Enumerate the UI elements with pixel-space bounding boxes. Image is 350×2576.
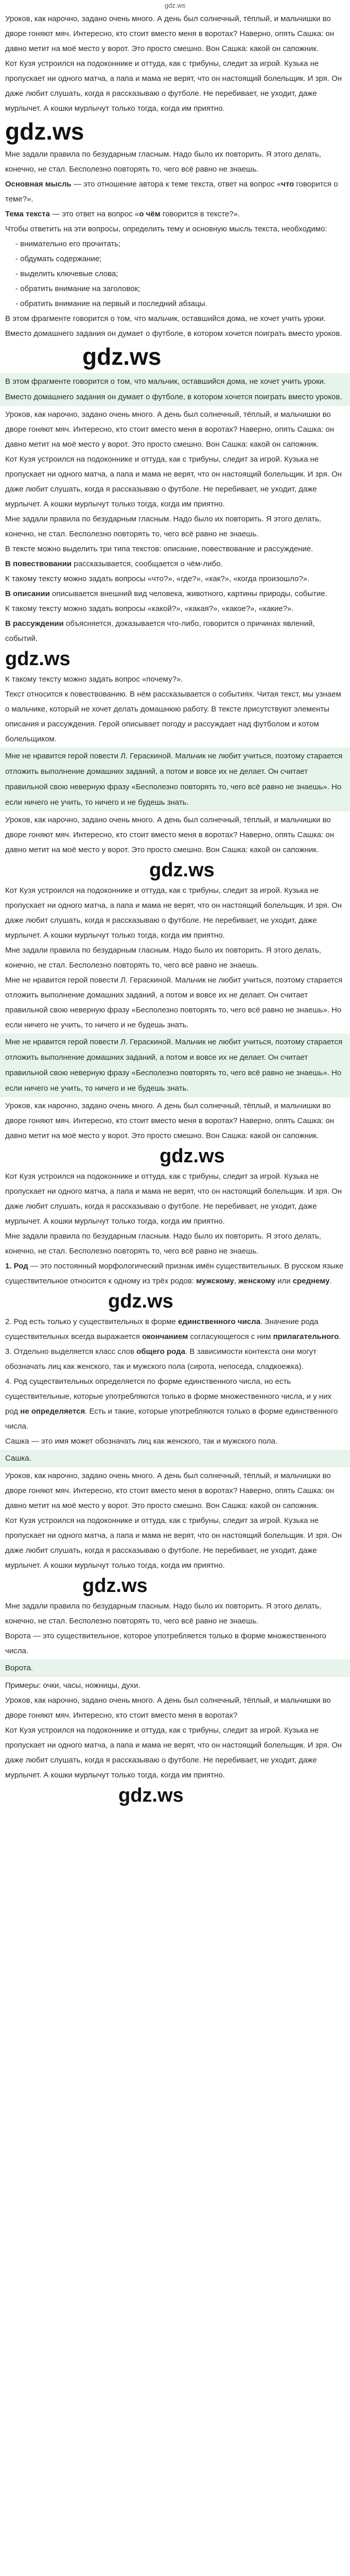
paragraph: Мне задали правила по безударным гласным. Надо было их повторить. Я этого делать, конечно, не стал. Бесполезно повторять то, чего всё равно не знаешь.: [5, 150, 321, 174]
rule-text: — это постоянный морфологический признак имён существительных. В русском языке существительное относится к одному из трёх родов:: [5, 1262, 344, 1285]
rule-2: [5, 1314, 345, 1344]
answer-highlight: [0, 373, 350, 406]
paragraph: Уроков, как нарочно, задано очень много. А день был солнечный, тёплый, и мальчишки во дворе гоняют мяч. Интересно, кто стоит вместо меня в воротах? Наверно, опять Сашка: он давно метит на моё место у ворот. Это просто смешно. Вон Сашка: какой он сапожник.: [5, 1471, 335, 1510]
paragraph: Кот Кузя устроился на подоконнике и оттуда, как с трибуны, следит за игрой. Кузька не пропускает ни одного матча, а папа и мама не верят, что он настоящий болельщик. И зря. Он даже любит слушать, когда я рассказываю о футболе. Не перебивает, не уходит, даже мурлычет. А кошки мурлычут только тогда, когда им приятно.: [5, 1726, 342, 1780]
paragraph: Чтобы ответить на эти вопросы, определить тему и основную мысль текста, необходимо:: [5, 225, 327, 233]
paragraph: Мне задали правила по безударным гласным. Надо было их повторить. Я этого делать, конечно, не стал. Бесполезно повторять то, чего всё равно не знаешь.: [5, 515, 321, 538]
paragraph: В этом фрагменте говорится о том, что мальчик, оставшийся дома, не хочет учить уроки. Вместо домашнего задания он думает о футболе, в котором хочется поиграть вместо уроков.: [5, 314, 342, 338]
paragraph: Уроков, как нарочно, задано очень много. А день был солнечный, тёплый, и мальчишки во дворе гоняют мяч. Интересно, кто стоит вместо меня в воротах? Наверно, опять Сашка: он давно метит на моё место у ворот. Это просто смешно. Вон Сашка: какой он сапожник.: [5, 816, 335, 854]
watermark: gdz.ws: [82, 1575, 148, 1597]
section-5-tail: [0, 1678, 350, 1808]
paragraph: Кот Кузя устроился на подоконнике и оттуда, как с трибуны, следит за игрой. Кузька не пропускает ни одного матча, а папа и мама не верят, что он настоящий болельщик. И зря. Он даже любит слушать, когда я рассказываю о футболе. Не перебивает, не уходит, даже мурлычет. А кошки мурлычут только тогда, когда им приятно.: [5, 1172, 342, 1226]
definition: [5, 616, 345, 646]
rule-text: 2. Род есть только у существительных в форме: [5, 1317, 178, 1326]
paragraph: К такому тексту можно задать вопросы «какой?», «какая?», «какое?», «какие?».: [5, 604, 294, 613]
term: прилагательного: [273, 1332, 339, 1341]
term: что: [281, 180, 294, 189]
paragraph: Кот Кузя устроился на подоконнике и оттуда, как с трибуны, следит за игрой. Кузька не пропускает ни одного матча, а папа и мама не верят, что он настоящий болельщик. И зря. Он даже любит слушать, когда я рассказываю о футболе. Не перебивает, не уходит, даже мурлычет. А кошки мурлычут только тогда, когда им приятно.: [5, 886, 342, 940]
answer-text: Мне не нравится герой повести Л. Гераскиной. Мальчик не любит учиться, поэтому старается отложить выполнение домашних заданий, а потом и вовсе их не делает. Он считает правильной свою неверную фразу «Бесполезно повторять то, чего всё равно не знаешь». Но если ничего не учить, то ничего и не будешь знать.: [5, 752, 343, 807]
paragraph: Текст относится к повествованию. В нём рассказывается о событиях. Читая текст, мы узнаем о мальчике, который не хочет делать домашнюю работу. В тексте присутствуют элементы описания и рассуждения. Герой описывает погоду и рассуждает над футболом и котом болельщиком.: [5, 690, 341, 743]
term: Основная мысль: [5, 180, 72, 189]
examples: Примеры: очки, часы, ножницы, духи.: [5, 1681, 141, 1690]
section-1: [0, 11, 350, 341]
term: единственного числа: [178, 1317, 260, 1326]
section-4: [0, 1098, 350, 1449]
watermark: gdz.ws: [108, 1291, 173, 1312]
definition-text: — это отношение автора к теме текста, ответ на вопрос «: [71, 180, 282, 189]
definition-text: описывается внешний вид человека, животного, картины природы, событие.: [49, 589, 327, 598]
rule-text: .: [339, 1332, 341, 1341]
term: о чём: [139, 210, 161, 218]
paragraph: Мне задали правила по безударным гласным. Надо было их повторить. Я этого делать, конечно, не стал. Бесполезно повторять то, чего всё равно не знаешь.: [5, 1232, 321, 1256]
rule-3: [5, 1344, 345, 1374]
watermark: gdz.ws: [5, 648, 71, 670]
definition-text: объясняется, доказывается что-либо, говорится о причинах явлений, событий.: [5, 619, 315, 643]
answer-highlight: [0, 1659, 350, 1677]
rule-text: 4. Род существительных определяется по форме единственного числа, но есть существительные, которые употребляются только в форме множественного числа, и у них род: [5, 1377, 331, 1416]
paragraph: Мне задали правила по безударным гласным. Надо было их повторить. Я этого делать, конечно, не стал. Бесполезно повторять то, чего всё равно не знаешь.: [5, 946, 321, 970]
rule-text: или: [275, 1277, 293, 1285]
rule-text: . В зависимости контекста они могут обозначать лиц как женского, так и мужского пола (сирота, непоседа, сладкоежка).: [5, 1347, 317, 1371]
term: среднему: [292, 1277, 330, 1285]
site-brand[interactable]: gdz.ws: [164, 2, 186, 9]
paragraph: Мне не нравится герой повести Л. Гераскиной. Мальчик не любит учиться, поэтому старается отложить выполнение домашних заданий, а потом и вовсе их не делает. Он считает правильной свою неверную фразу «Бесполезно повторять то, чего всё равно не знаешь». Но если ничего не учить, то ничего и не будешь знать.: [5, 976, 343, 1029]
definition: [5, 207, 345, 222]
term: В повествовании: [5, 560, 72, 568]
answer-text: Мне не нравится герой повести Л. Гераскиной. Мальчик не любит учиться, поэтому старается отложить выполнение домашних заданий, а потом и вовсе их не делает. Он считает правильной свою неверную фразу «Бесполезно повторять то, чего всё равно не знаешь». Но если ничего не учить, то ничего и не будешь знать.: [5, 1038, 343, 1093]
answer-highlight: [0, 748, 350, 811]
paragraph: Сашка — это имя может обозначать лиц как женского, так и мужского пола.: [5, 1437, 277, 1446]
section-3: [0, 812, 350, 1032]
term: В рассуждении: [5, 619, 64, 628]
paragraph: В тексте можно выделить три типа текстов: описание, повествование и рассуждение.: [5, 545, 313, 553]
list-item: - выделить ключевые слова;: [15, 269, 118, 278]
list-item: - обдумать содержание;: [15, 255, 102, 263]
rule-text: . Значение рода существительных всегда выражается: [5, 1317, 319, 1341]
term: общего рода: [136, 1347, 185, 1356]
rule-text: 3. Отдельно выделяется класс слов: [5, 1347, 137, 1356]
paragraph: Мне задали правила по безударным гласным. Надо было их повторить. Я этого делать, конечно, не стал. Бесполезно повторять то, чего всё равно не знаешь.: [5, 1602, 321, 1625]
rule-1: [5, 1259, 345, 1289]
paragraph: Ворота — это существительное, которое употребляется только в форме множественного числа.: [5, 1632, 326, 1655]
term: женскому: [238, 1277, 275, 1285]
paragraph: Уроков, как нарочно, задано очень много. А день был солнечный, тёплый, и мальчишки во дворе гоняют мяч. Интересно, кто стоит вместо меня в воротах? Наверно, опять Сашка: он давно метит на моё место у ворот. Это просто смешно. Вон Сашка: какой он сапожник.: [5, 410, 335, 449]
watermark: gdz.ws: [5, 118, 84, 145]
list-item: - обратить внимание на первый и последний абзацы.: [15, 299, 207, 308]
list-item: - обратить внимание на заголовок;: [15, 284, 141, 293]
answer-text: Сашка.: [5, 1454, 31, 1463]
paragraph: Кот Кузя устроился на подоконнике и оттуда, как с трибуны, следит за игрой. Кузька не пропускает ни одного матча, а папа и мама не верят, что он настоящий болельщик. И зря. Он даже любит слушать, когда я рассказываю о футболе. Не перебивает, не уходит, даже мурлычет. А кошки мурлычут только тогда, когда им приятно.: [5, 59, 342, 113]
paragraph: Уроков, как нарочно, задано очень много. А день был солнечный, тёплый, и мальчишки во дворе гоняют мяч. Интересно, кто стоит вместо меня в воротах? Наверно, опять Сашка: он давно метит на моё место у ворот. Это просто смешно. Вон Сашка: какой он сапожник.: [5, 14, 335, 53]
answer-text: В этом фрагменте говорится о том, что мальчик, оставшийся дома, не хочет учить уроки. Вместо домашнего задания он думает о футболе, в котором хочется поиграть вместо уроков.: [5, 377, 342, 401]
definition: [5, 586, 345, 601]
definition: [5, 556, 345, 571]
answer-highlight: [0, 1450, 350, 1467]
definition-text: говорится в тексте?».: [160, 210, 240, 218]
rule-text: . Есть и такие, которые употребляются только в форме единственного числа.: [5, 1407, 338, 1431]
paragraph: Уроков, как нарочно, задано очень много. А день был солнечный, тёплый, и мальчишки во дворе гоняют мяч. Интересно, кто стоит вместо меня в воротах? Наверно, опять Сашка: он давно метит на моё место у ворот. Это просто смешно. Вон Сашка: какой он сапожник.: [5, 1101, 335, 1140]
term: окончанием: [142, 1332, 188, 1341]
watermark: gdz.ws: [82, 343, 162, 370]
rule-text: согласующегося с ним: [188, 1332, 273, 1341]
answer-highlight: [0, 1033, 350, 1097]
paragraph: К такому тексту можно задать вопрос «почему?».: [5, 675, 183, 684]
definition-text: рассказывается, сообщается о чём-либо.: [72, 560, 223, 568]
section-2: [0, 407, 350, 747]
rule-text: ,: [234, 1277, 239, 1285]
watermark: gdz.ws: [118, 1785, 184, 1806]
list-item: - внимательно его прочитать;: [15, 240, 121, 248]
definition-text: говорится о теме?».: [5, 180, 338, 204]
watermark: gdz.ws: [149, 859, 215, 881]
term: 1. Род: [5, 1262, 28, 1270]
watermark: gdz.ws: [160, 1145, 225, 1167]
rule-text: .: [329, 1277, 332, 1285]
term: Тема текста: [5, 210, 50, 218]
paragraph: Уроков, как нарочно, задано очень много. А день был солнечный, тёплый, и мальчишки во дворе гоняют мяч. Интересно, кто стоит вместо меня в воротах?: [5, 1696, 331, 1720]
term: не определяется: [20, 1407, 85, 1416]
term: мужскому: [196, 1277, 234, 1285]
answer-text: Ворота.: [5, 1664, 33, 1672]
paragraph: Кот Кузя устроился на подоконнике и оттуда, как с трибуны, следит за игрой. Кузька не пропускает ни одного матча, а папа и мама не верят, что он настоящий болельщик. И зря. Он даже любит слушать, когда я рассказываю о футболе. Не перебивает, не уходит, даже мурлычет. А кошки мурлычут только тогда, когда им приятно.: [5, 1516, 342, 1570]
definition-text: — это ответ на вопрос «: [50, 210, 139, 218]
paragraph: К такому тексту можно задать вопросы «что?», «где?», «как?», «когда произошло?».: [5, 574, 310, 583]
rule-4: [5, 1374, 345, 1434]
paragraph: Кот Кузя устроился на подоконнике и оттуда, как с трибуны, следит за игрой. Кузька не пропускает ни одного матча, а папа и мама не верят, что он настоящий болельщик. И зря. Он даже любит слушать, когда я рассказываю о футболе. Не перебивает, не уходит, даже мурлычет. А кошки мурлычут только тогда, когда им приятно.: [5, 455, 342, 509]
section-5: [0, 1468, 350, 1658]
definition: [5, 177, 345, 207]
term: В описании: [5, 589, 50, 598]
